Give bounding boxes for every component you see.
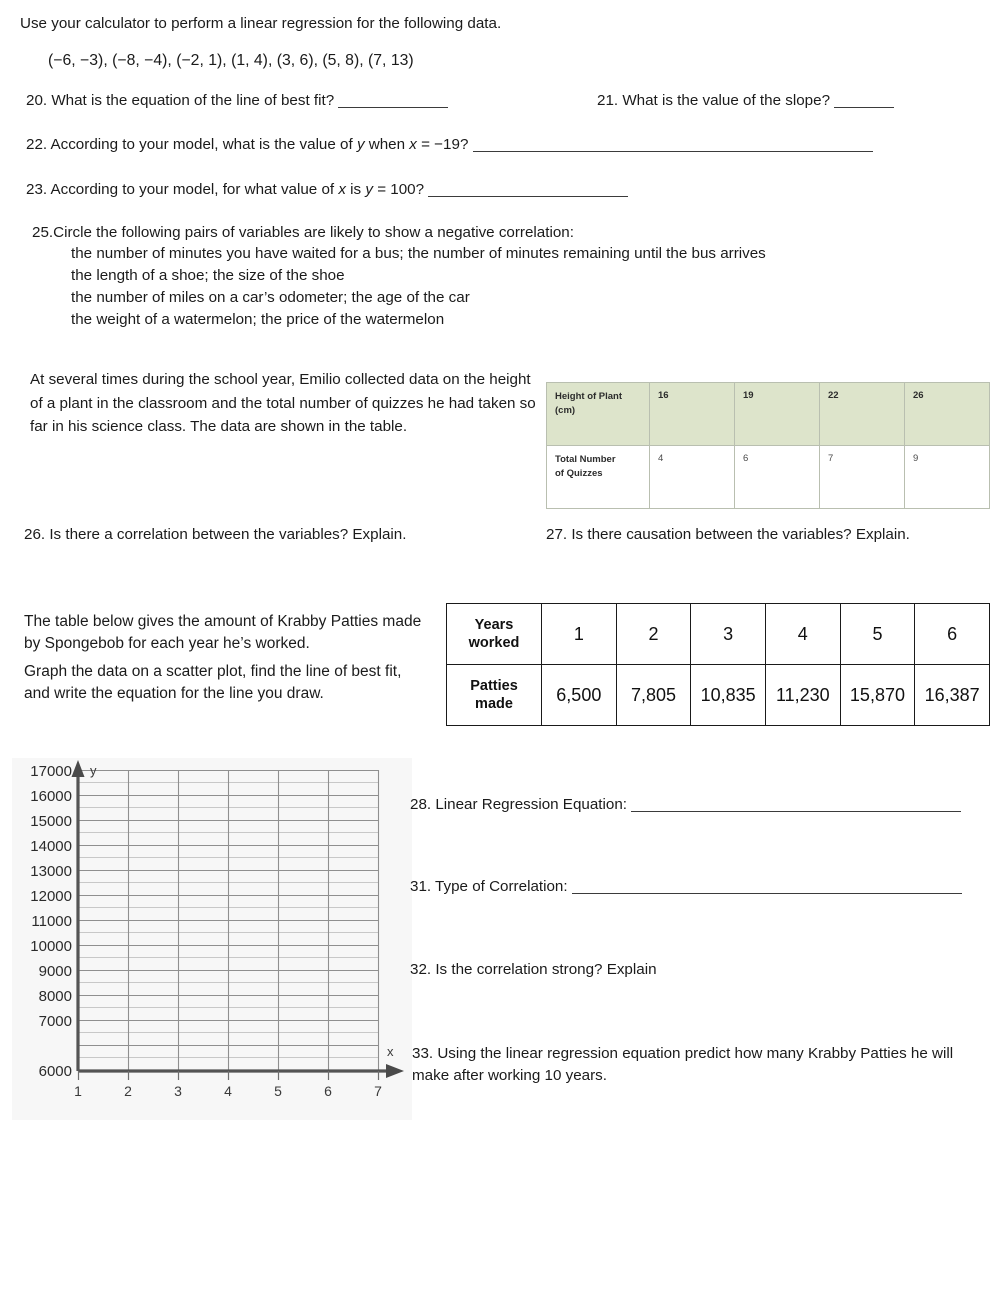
- question-23-label-c: = 100?: [372, 181, 425, 198]
- question-25-option-1[interactable]: the number of minutes you have waited for a bus; the number of minutes remaining until the bus arrives: [71, 245, 766, 262]
- question-31: [410, 877, 962, 898]
- question-21-answer-blank[interactable]: [834, 107, 894, 108]
- krabby-patties-label-line1: Patties: [470, 677, 518, 694]
- question-22-answer-blank[interactable]: [473, 151, 873, 152]
- plant-table-quiz-row: [547, 446, 990, 509]
- question-25-prompt: 25.Circle the following pairs of variables are likely to show a negative correlation:: [32, 224, 574, 241]
- x-tick-label: 7: [374, 1083, 382, 1099]
- plant-height-cell: 26: [905, 383, 990, 446]
- y-tick-label: 8000: [38, 988, 72, 1005]
- question-22: [26, 135, 873, 156]
- plant-height-cell: 22: [820, 383, 905, 446]
- data-points-list: (−6, −3), (−8, −4), (−2, 1), (1, 4), (3, 6), (5, 8), (7, 13): [48, 52, 414, 69]
- question-27: 27. Is there causation between the variables? Explain.: [546, 526, 910, 543]
- y-tick-label: 7000: [38, 1013, 72, 1030]
- y-tick-label: 12000: [30, 888, 72, 905]
- krabby-years-row: [447, 604, 990, 665]
- x-axis: [78, 1064, 404, 1078]
- question-25-option-2[interactable]: the length of a shoe; the size of the shoe: [71, 267, 345, 284]
- question-28: [410, 795, 961, 816]
- question-28-label: 28. Linear Regression Equation:: [410, 796, 627, 813]
- krabby-year-cell: 1: [542, 604, 617, 665]
- question-23-label-a: 23. According to your model, for what value of: [26, 181, 339, 198]
- question-25-option-4[interactable]: the weight of a watermelon; the price of the watermelon: [71, 311, 445, 328]
- quiz-label-line1: Total Number: [555, 454, 616, 465]
- krabby-paragraph-line-1: The table below gives the amount of Krabby Patties made: [24, 613, 422, 630]
- plant-height-cell: 16: [650, 383, 735, 446]
- y-tick-label: 9000: [38, 963, 72, 980]
- y-tick-label: 13000: [30, 863, 72, 880]
- x-tick-label: 6: [324, 1083, 332, 1099]
- y-tick-label: 16000: [30, 788, 72, 805]
- quiz-count-cell: 9: [905, 446, 990, 509]
- krabby-year-cell: 4: [765, 604, 840, 665]
- y-tick-label: 10000: [30, 938, 72, 955]
- krabby-patties-row: [447, 665, 990, 726]
- plant-label-line1: Height of Plant: [555, 391, 623, 402]
- krabby-patties-cell: 16,387: [915, 665, 990, 726]
- intro-instruction: Use your calculator to perform a linear regression for the following data.: [20, 15, 502, 32]
- y-tick-label: 11000: [31, 913, 72, 930]
- y-tick-label: 6000: [38, 1063, 72, 1080]
- x-tick-label: 3: [174, 1083, 182, 1099]
- krabby-patties-cell: 11,230: [765, 665, 840, 726]
- quiz-count-cell: 7: [820, 446, 905, 509]
- krabby-paragraph-line-4: and write the equation for the line you draw.: [24, 685, 324, 702]
- krabby-year-cell: 3: [691, 604, 766, 665]
- scatter-plot-svg[interactable]: [12, 758, 412, 1120]
- emilio-paragraph: At several times during the school year, Emilio collected data on the height of a plant in the classroom and the total number of quizzes he had taken so far in his science class. The data are shown in the table.: [30, 371, 536, 436]
- x-tick-label: 5: [274, 1083, 282, 1099]
- y-tick-label: 17000: [30, 763, 72, 780]
- question-20-answer-blank[interactable]: [338, 107, 448, 108]
- question-31-answer-blank[interactable]: [572, 893, 962, 894]
- krabby-years-label-line2: worked: [468, 635, 520, 651]
- plant-label-line2: (cm): [555, 405, 576, 417]
- krabby-patties-label: [447, 665, 542, 726]
- question-25-option-3[interactable]: the number of miles on a car’s odometer; the age of the car: [71, 289, 470, 306]
- y-tick-label: 15000: [30, 813, 72, 830]
- y-tick-label: 14000: [30, 838, 72, 855]
- krabby-patties-cell: 7,805: [616, 665, 691, 726]
- plant-quiz-table: [546, 382, 990, 509]
- question-23-var-x: x: [338, 181, 346, 198]
- krabby-paragraph-line-2: by Spongebob for each year he’s worked.: [24, 635, 310, 652]
- question-23-var-y: y: [365, 181, 373, 198]
- quiz-table-row-label: [547, 446, 650, 509]
- quiz-label-line2: of Quizzes: [555, 468, 603, 480]
- krabby-years-label: [447, 604, 542, 665]
- x-tick-label: 2: [124, 1083, 132, 1099]
- question-22-var-y: y: [356, 136, 365, 153]
- question-23-answer-blank[interactable]: [428, 196, 628, 197]
- question-28-answer-blank[interactable]: [631, 811, 961, 812]
- quiz-count-cell: 4: [650, 446, 735, 509]
- x-tick-label: 4: [224, 1083, 232, 1099]
- question-22-label-c: = −19?: [416, 136, 469, 153]
- krabby-year-cell: 2: [616, 604, 691, 665]
- question-32: 32. Is the correlation strong? Explain: [410, 961, 657, 978]
- plant-table-row-label: [547, 383, 650, 446]
- question-22-var-x: x: [409, 136, 417, 153]
- question-23-label-b: is: [345, 181, 366, 198]
- plant-quiz-table-container: [546, 382, 990, 509]
- question-26: 26. Is there a correlation between the variables? Explain.: [24, 526, 407, 543]
- question-22-label-a: 22. According to your model, what is the value of: [26, 136, 357, 153]
- krabby-year-cell: 6: [915, 604, 990, 665]
- krabby-patties-cell: 10,835: [691, 665, 766, 726]
- x-axis-label: x: [387, 1044, 394, 1059]
- scatter-plot-grid[interactable]: [12, 758, 412, 1120]
- y-axis: [72, 760, 85, 1071]
- x-tick-label: 1: [74, 1083, 82, 1099]
- krabby-year-cell: 5: [840, 604, 915, 665]
- y-axis-label: y: [90, 763, 97, 778]
- krabby-years-label-line1: Years: [474, 616, 514, 633]
- krabby-patties-label-line2: made: [475, 696, 513, 712]
- krabby-paragraph-line-3: Graph the data on a scatter plot, find the line of best fit,: [24, 663, 402, 680]
- krabby-patties-cell: 15,870: [840, 665, 915, 726]
- krabby-patties-table-container: [446, 603, 990, 726]
- plant-height-cell: 19: [735, 383, 820, 446]
- plant-table-header-row: [547, 383, 990, 446]
- krabby-patties-cell: 6,500: [542, 665, 617, 726]
- question-31-label: 31. Type of Correlation:: [410, 878, 568, 895]
- question-20-label: 20. What is the equation of the line of best fit?: [26, 92, 335, 109]
- question-21-label: 21. What is the value of the slope?: [597, 92, 831, 109]
- question-20: [26, 91, 448, 112]
- question-23: [26, 180, 628, 201]
- question-22-label-b: when: [364, 136, 410, 153]
- question-33: 33. Using the linear regression equation predict how many Krabby Patties he will make after working 10 years.: [412, 1045, 954, 1085]
- quiz-count-cell: 6: [735, 446, 820, 509]
- krabby-patties-table: [446, 603, 990, 726]
- question-21: [597, 91, 894, 112]
